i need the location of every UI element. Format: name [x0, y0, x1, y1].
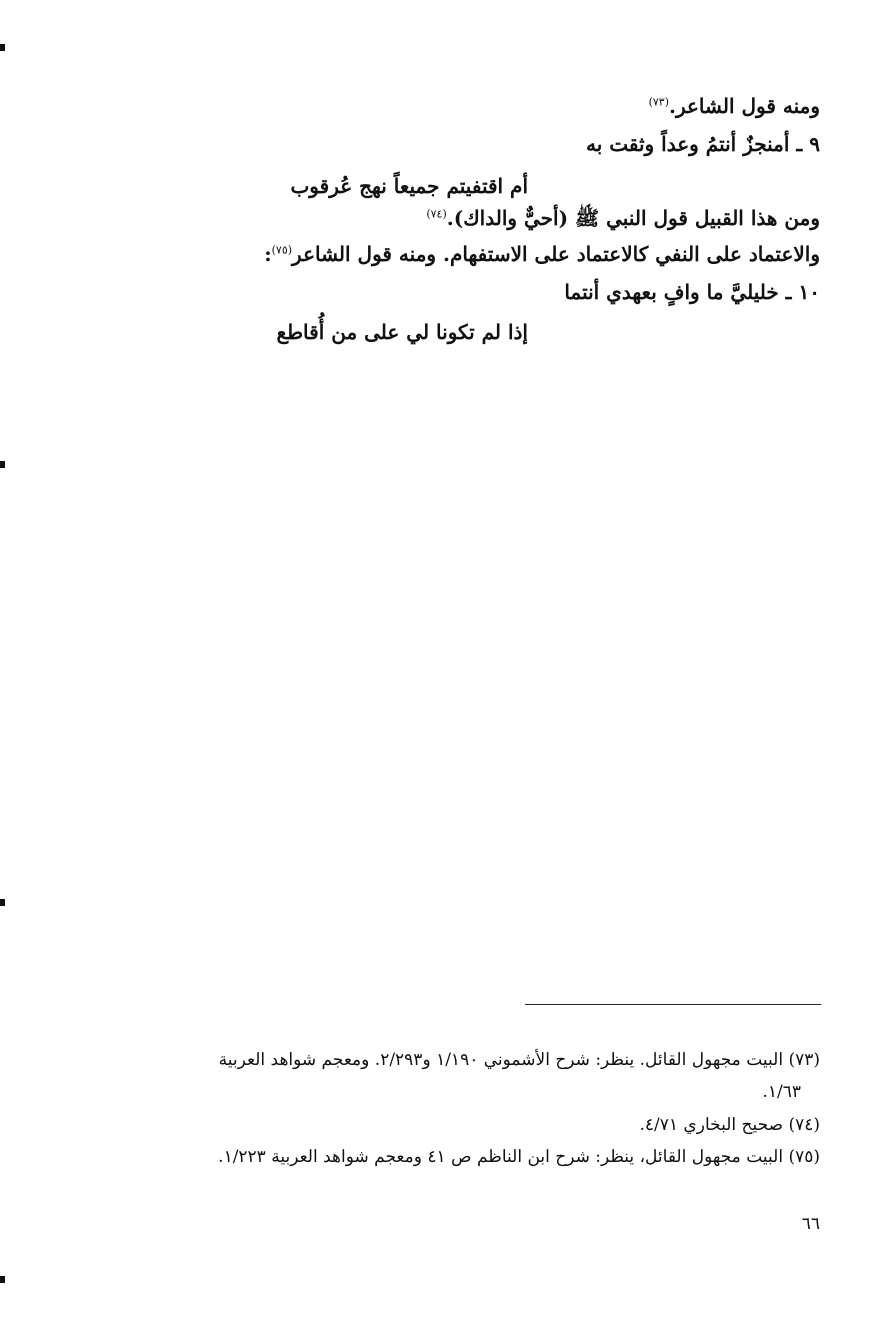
footnote-73-line-2: ١/٦٣. [762, 1082, 801, 1102]
verse-9-hemistich-2: أم اقتفيتم جميعاً نهج عُرقوب [290, 174, 528, 198]
footnote-ref-74: (٧٤) [426, 207, 447, 221]
footnote-ref-73: (٧٣) [648, 95, 669, 109]
verse-10-hemistich-1: ١٠ ـ خليليَّ ما وافٍ بعهدي أنتما [564, 280, 820, 304]
body-line-4 [426, 204, 820, 232]
footnote-73-line-1: (٧٣) البيت مجهول القائل. ينظر: شرح الأشموني ١/١٩٠ و٢/٢٩٣. ومعجم شواهد العربية [218, 1050, 820, 1070]
footnote-separator [525, 1004, 821, 1005]
scan-mark [0, 44, 5, 51]
scan-mark [0, 1276, 5, 1283]
scan-mark [0, 899, 5, 906]
verse-10-hemistich-2: إذا لم تكونا لي على من أُقاطع [276, 320, 528, 344]
footnote-74: (٧٤) صحيح البخاري ٤/٧١. [639, 1115, 820, 1135]
scan-mark [0, 461, 5, 468]
verse-9-hemistich-1: ٩ ـ أمنجزٌ أنتمُ وعداً وثقت به [585, 132, 820, 156]
footnote-ref-75: (٧٥) [271, 243, 293, 257]
body-line-1-text: ومنه قول الشاعر. [669, 94, 820, 118]
body-line-5-colon: : [264, 242, 272, 266]
body-line-4-text: ومن هذا القبيل قول النبي ﷺ (أحيٌّ والداك). [446, 206, 820, 230]
page-number: ٦٦ [801, 1214, 820, 1234]
body-line-1 [649, 92, 820, 120]
body-line-5 [264, 240, 820, 268]
footnote-75: (٧٥) البيت مجهول القائل، ينظر: شرح ابن الناظم ص ٤١ ومعجم شواهد العربية ١/٢٢٣. [218, 1147, 820, 1167]
body-line-5-text: والاعتماد على النفي كالاعتماد على الاستفهام. ومنه قول الشاعر [292, 242, 820, 266]
